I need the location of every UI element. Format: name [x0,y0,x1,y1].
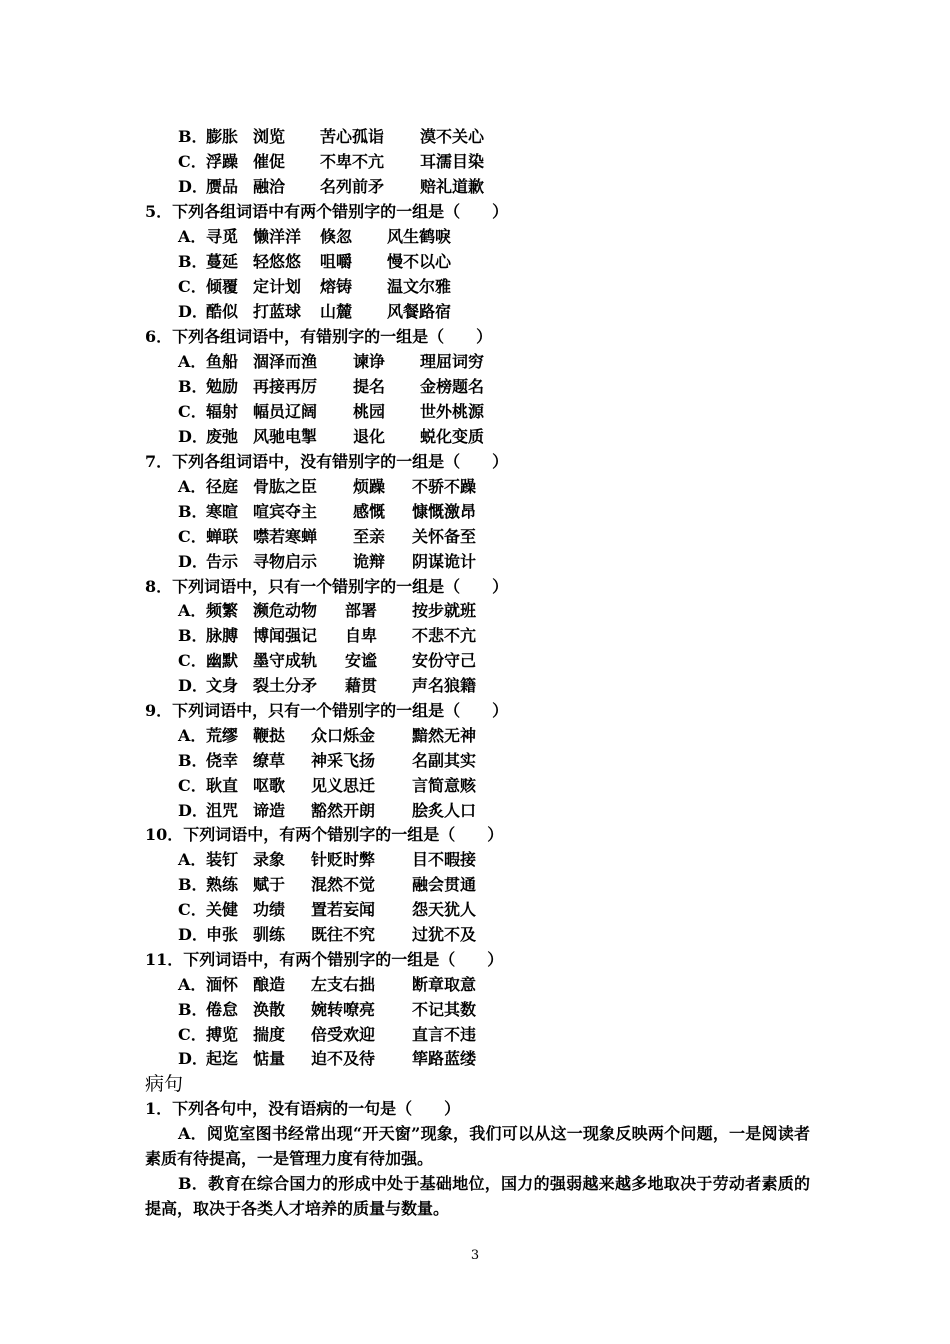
option-word: 慷慨激昂 [412,502,477,521]
question-stem: 8．下列词语中，只有一个错别字的一组是（ ） [145,577,509,596]
option-word: 赔礼道歉 [420,177,485,196]
question-stem: 10．下列词语中，有两个错别字的一组是（ ） [145,825,504,844]
option-word: 熟练 [206,875,239,894]
option-word: 功绩 [253,900,286,919]
option-word: 谏诤 [353,352,386,371]
option-word: 膨胀 [206,127,239,146]
option-word: 咀嚼 [320,252,353,271]
option-word: 风生鹤唳 [387,227,452,246]
question-stem: 5．下列各组词语中有两个错别字的一组是（ ） [145,202,509,221]
option-label: B． [178,252,208,271]
option-word: 沮咒 [206,801,239,820]
option-word: 不记其数 [412,1000,477,1019]
option-word: 关怀备至 [412,527,477,546]
option-word: 融洽 [253,177,286,196]
option-word: 不骄不躁 [412,477,477,496]
option-word: 名列前矛 [320,177,385,196]
option-word: 鞭挞 [253,726,286,745]
option-word: 置若妄闻 [311,900,376,919]
option-word: 装钉 [206,850,239,869]
option-word: 幅员辽阔 [253,402,318,421]
option-word: 黯然无神 [412,726,477,745]
option-label: C． [178,651,207,670]
option-word: 熔铸 [320,277,353,296]
option-word: 频繁 [206,601,239,620]
option-word: 目不暇接 [412,850,477,869]
option-word: 倍受欢迎 [311,1025,376,1044]
option-word: 言简意赅 [412,776,477,795]
option-word: 提名 [353,377,386,396]
option-word: 筚路蓝缕 [412,1049,477,1068]
option-word: 酷似 [206,302,239,321]
option-word: 风餐路宿 [387,302,452,321]
option-word: 阴谋诡计 [412,552,477,571]
option-word: 轻悠悠 [253,252,302,271]
option-word: 按步就班 [412,601,477,620]
option-word: 过犹不及 [412,925,477,944]
option-word: 理屈词穷 [420,352,485,371]
option-word: 不卑不亢 [320,152,385,171]
option-word: 脉膊 [206,626,239,645]
option-word: 感慨 [353,502,386,521]
option-word: 部署 [345,601,378,620]
option-word: 再接再厉 [253,377,318,396]
option-word: 迫不及待 [311,1049,376,1068]
option-label: A． [178,601,207,620]
option-word: 辐射 [206,402,239,421]
option-word: 耿直 [206,776,239,795]
option-word: 藉贯 [345,676,378,695]
option-label: B． [178,875,208,894]
option-word: 名副其实 [412,751,477,770]
option-label: C． [178,1025,207,1044]
option-label: B． [178,127,208,146]
option-label: A． [178,726,207,745]
option-word: 起迄 [206,1049,239,1068]
option-word: 浏览 [253,127,286,146]
option-label: D． [178,925,208,944]
option-word: 废弛 [206,427,239,446]
question-stem: 9．下列词语中，只有一个错别字的一组是（ ） [145,701,509,720]
option-word: 苦心孤诣 [320,127,385,146]
option-word: 呕歌 [253,776,286,795]
option-word: 墨守成轨 [253,651,318,670]
option-word: 烦躁 [353,477,386,496]
option-label: B． [178,626,208,645]
question-stem: 6．下列各组词语中，有错别字的一组是（ ） [145,327,493,346]
option-label: C． [178,527,207,546]
option-label: A． [178,227,207,246]
option-word: 桃园 [353,402,386,421]
option-word: 倾覆 [206,277,239,296]
option-word: 温文尔雅 [387,277,452,296]
option-word: 风驰电掣 [253,427,318,446]
option-word: 鱼船 [206,352,239,371]
option-label: B． [178,1000,208,1019]
option-label: D． [178,302,208,321]
option-word: 混然不觉 [311,875,376,894]
question-stem: 7．下列各组词语中，没有错别字的一组是（ ） [145,452,509,471]
sentence-option-b: B．教育在综合国力的形成中处于基础地位，国力的强弱越来越多地取决于劳动者素质的提高，取决于各类人才培养的质量与数量。 [145,1174,810,1218]
option-word: 荒缪 [206,726,239,745]
option-word: 声名狼籍 [412,676,477,695]
option-word: 驯练 [253,925,286,944]
option-word: 谛造 [253,801,286,820]
option-label: A． [178,352,207,371]
option-word: 倏忽 [320,227,353,246]
option-word: 赝品 [206,177,239,196]
option-word: 耳濡目染 [420,152,485,171]
option-word: 蝉联 [206,527,239,546]
option-word: 直言不违 [412,1025,477,1044]
option-word: 安谧 [345,651,378,670]
option-word: 文身 [206,676,239,695]
option-word: 融会贯通 [412,875,477,894]
option-word: 寻物启示 [253,552,318,571]
option-word: 蔓延 [206,252,239,271]
option-word: 见义思迁 [311,776,376,795]
question-stem: 1．下列各句中，没有语病的一句是（ ） [145,1099,461,1118]
sentence-option-a: A．阅览室图书经常出现“开天窗”现象，我们可以从这一现象反映两个问题，一是阅读者素质有待提高，一是管理力度有待加强。 [145,1124,810,1168]
option-word: 自卑 [345,626,378,645]
option-label: C． [178,277,207,296]
option-word: 至亲 [353,527,386,546]
option-word: 金榜题名 [420,377,485,396]
option-word: 径庭 [206,477,239,496]
option-label: D． [178,177,208,196]
option-label: C． [178,402,207,421]
option-word: 噤若寒蝉 [253,527,318,546]
option-word: 豁然开朗 [311,801,376,820]
option-word: 幽默 [206,651,239,670]
option-word: 搏览 [206,1025,239,1044]
option-word: 告示 [206,552,239,571]
option-word: 既往不究 [311,925,376,944]
option-label: A． [178,850,207,869]
option-label: D． [178,552,208,571]
option-word: 怨天犹人 [412,900,477,919]
page-number: 3 [470,1248,480,1263]
option-word: 定计划 [253,277,302,296]
option-word: 赋于 [253,875,286,894]
option-word: 喧宾夺主 [253,502,318,521]
option-word: 左支右拙 [311,975,376,994]
option-label: B． [178,502,208,521]
section-heading: 病句 [145,1073,184,1095]
option-word: 勉励 [206,377,239,396]
option-label: D． [178,427,208,446]
option-word: 博闻强记 [253,626,318,645]
option-label: A． [178,477,207,496]
option-word: 蜕化变质 [420,427,485,446]
option-label: D． [178,1049,208,1068]
option-label: C． [178,776,207,795]
option-word: 申张 [206,925,239,944]
option-word: 濒危动物 [253,601,318,620]
option-label: A． [178,975,207,994]
option-word: 催促 [253,152,286,171]
option-word: 懒洋洋 [253,227,302,246]
option-word: 涸泽而渔 [253,352,318,371]
option-word: 断章取意 [412,975,477,994]
option-word: 不悲不亢 [412,626,477,645]
option-word: 裂土分矛 [253,676,318,695]
option-label: C． [178,900,207,919]
option-word: 寻觅 [206,227,239,246]
option-word: 慢不以心 [387,252,452,271]
option-word: 婉转嘹亮 [311,1000,376,1019]
option-word: 倦怠 [206,1000,239,1019]
option-word: 酿造 [253,975,286,994]
option-word: 脍炙人口 [412,801,477,820]
option-word: 山麓 [320,302,353,321]
option-word: 涣散 [253,1000,286,1019]
option-word: 缭草 [253,751,286,770]
option-label: B． [178,751,208,770]
option-label: D． [178,801,208,820]
option-word: 打蓝球 [253,302,302,321]
option-word: 揣度 [253,1025,286,1044]
option-word: 世外桃源 [420,402,485,421]
option-word: 诡辩 [353,552,386,571]
option-word: 针贬时弊 [311,850,376,869]
option-word: 骨肱之臣 [253,477,318,496]
option-word: 湎怀 [206,975,239,994]
option-word: 安份守己 [412,651,477,670]
option-word: 寒暄 [206,502,239,521]
option-word: 录象 [253,850,286,869]
option-word: 退化 [353,427,386,446]
option-word: 漠不关心 [420,127,485,146]
question-stem: 11．下列词语中，有两个错别字的一组是（ ） [145,950,504,969]
option-label: C． [178,152,207,171]
option-label: B． [178,377,208,396]
option-word: 惦量 [253,1049,286,1068]
option-label: D． [178,676,208,695]
option-word: 浮躁 [206,152,239,171]
option-word: 神采飞扬 [311,751,376,770]
option-word: 众口烁金 [311,726,376,745]
option-word: 关健 [206,900,239,919]
option-word: 侥幸 [206,751,239,770]
